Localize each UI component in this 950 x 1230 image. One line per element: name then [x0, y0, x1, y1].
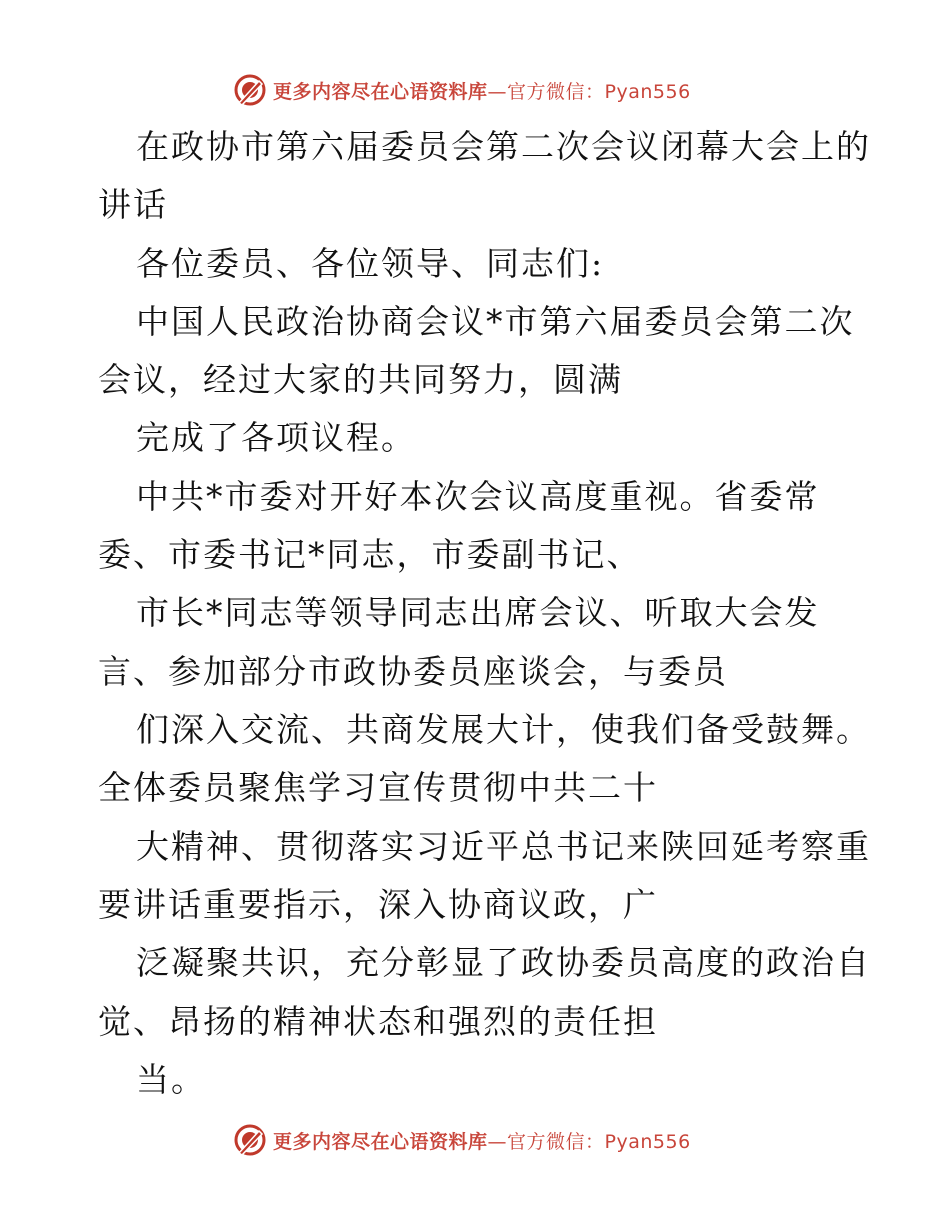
watermark-text: 更多内容尽在心语资料库—官方微信：Pyan556 [273, 80, 691, 103]
text-line: 觉、昂扬的精神状态和强烈的责任担 [98, 1002, 658, 1041]
text-line: 在政协市第六届委员会第二次会议闭幕大会上的 [136, 127, 871, 166]
text-line: 中共*市委对开好本次会议高度重视。省委常 [136, 477, 820, 516]
text-line: 各位委员、各位领导、同志们: [136, 244, 605, 283]
text-line: 言、参加部分市政协委员座谈会，与委员 [98, 652, 728, 691]
text-line: 们深入交流、共商发展大计，使我们备受鼓舞。 [136, 710, 871, 749]
text-line: 市长*同志等领导同志出席会议、听取大会发 [136, 593, 820, 632]
header-watermark [233, 72, 691, 108]
text-line: 要讲话重要指示，深入协商议政，广 [98, 885, 658, 924]
text-line: 泛凝聚共识，充分彰显了政协委员高度的政治自 [136, 943, 871, 982]
text-line: 全体委员聚焦学习宣传贯彻中共二十 [98, 768, 658, 807]
pen-logo-icon [233, 73, 267, 107]
text-line: 中国人民政治协商会议*市第六届委员会第二次 [136, 302, 855, 341]
watermark-text: 更多内容尽在心语资料库—官方微信：Pyan556 [273, 1130, 691, 1153]
pen-logo-icon [233, 1123, 267, 1157]
text-line: 完成了各项议程。 [136, 418, 416, 457]
text-line: 会议，经过大家的共同努力，圆满 [98, 360, 623, 399]
text-line: 大精神、贯彻落实习近平总书记来陕回延考察重 [136, 827, 871, 866]
text-line: 当。 [136, 1060, 206, 1099]
text-line: 委、市委书记*同志，市委副书记、 [98, 535, 642, 574]
footer-watermark [233, 1122, 691, 1158]
text-line: 讲话 [98, 185, 168, 224]
